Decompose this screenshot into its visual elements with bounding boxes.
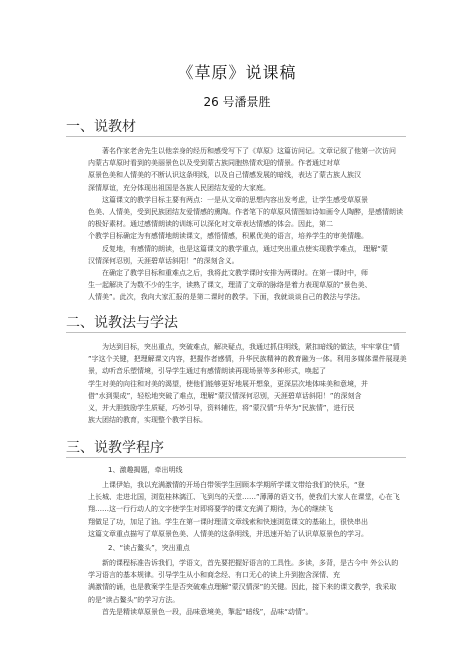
section-body-1 (88, 145, 416, 304)
paragraph-line: 个教学目标确定为有感情地朗读课文，感悟情感，积累优美的语言，培养学生的审美情趣。 (88, 232, 368, 241)
document-title: 《草原》说课稿 (177, 63, 297, 82)
paragraph-line: 的是“读占鳌头”的学习方法。 (88, 595, 180, 604)
paragraph-line: 著名作家老舍先生以他亲身的经历和感受写下了《草原》这篇访问记。文章记叙了他第一次访问 (102, 147, 396, 155)
paragraph-line: 原景色美和人情美的不断认识这条明线，以及自己情感发展的暗线，表达了蒙古族人族汉 (88, 171, 361, 180)
paragraph-line: 新的课程标准告诉我们，学语文，首先要把握好语言的工具性。多读，多背，是古今中 外公认的 (102, 559, 399, 567)
subheading-2: 2、“读占鳌头”，突出重点 (108, 544, 190, 552)
paragraph-line: 汉情深何忍别，天涯碧草话斜阳！”的深刻含义。 (88, 256, 239, 265)
paragraph-line: 学习语言的基本规律。引导学生从小和商念经、有口无心的读上升到抱含深情、充 (88, 571, 340, 580)
paragraph-line: 上课伊始，我以充满激情的开场白带领学生回顾本学期所学课文带给我们的快乐，“登 (102, 481, 365, 489)
paragraph-line: 的极好素材。通过感情朗读的训练可以深化对文章表达情感的体会。因此，第二 (88, 220, 333, 229)
paragraph-line: 这篇课文的教学目标主要有两点：一是从文章的思想内容出发考虑，让学生感受草原景 (102, 195, 368, 204)
paragraph-line: 翔做足了功，加足了油。学生在第一课时理清文章线索和快速浏览课文的基础上，很快串出 (88, 517, 368, 526)
paragraph-line: 族大团结的教育，实现整个教学目标。 (88, 416, 207, 425)
section-body-2 (88, 341, 416, 426)
paragraph-line: 景，动听音乐塑情境，引导学生通过有感情朗读再现场景等多种形式，唤起了 (88, 367, 326, 376)
paragraph-line: 人情美”。此次，我向大家汇报的是第二课时的教学。下面，我就谈谈自己的教法与学法。 (88, 293, 365, 302)
section-divider-2 (66, 332, 406, 333)
paragraph-line: ”字这个关键，把理解课文内容，把握作者感情，升华民族精神的教育融为一体。利用多媒体课件展现美 (88, 355, 407, 364)
section-body-4 (88, 557, 416, 618)
paragraph-line: 为达到目标，突出重点，突破难点，解决疑点，我通过抓住明线，紧扣暗线的做法，牢牢掌住“情 (102, 343, 400, 351)
paragraph-line: 反复地，有感情的朗读，也是这篇课文的教学重点，通过突出重点使实现教学难点， 理解“蒙 (102, 244, 388, 253)
paragraph-line: 内蒙古草原时看到的美丽景色以及受到蒙古族同胞热情欢迎的情景。作者通过对草 (88, 159, 340, 168)
paragraph-line: 色美、人情美，受到民族团结友爱情感的熏陶。作者笔下的草原风情图如诗如画令人陶醉，是感情朗读 (88, 208, 403, 217)
section-divider-3 (66, 457, 406, 458)
paragraph-line: 满激情的诵，也是教案学生是否突破难点理解“蒙汉情深”的关键。因此，接下来的课文教学，我采取 (88, 583, 397, 592)
section-heading-2: 二、说教法与学法 (66, 315, 178, 331)
paragraph-line: 学生对美的向往和对美的渴望，使他们能够更好地展开想象，更深层次地体味美和意境，并 (88, 379, 368, 388)
paragraph-line: 上长城、走进北国，浏览桂林漓江、飞到鸟的天堂……”薄薄的语文书，使我们大家人在课堂，心在飞 (88, 493, 400, 502)
author-line: 26 号潘景胜 (203, 95, 271, 109)
paragraph-line: 生一起解决了为数不少的生字，读熟了课文，理清了文章的脉络是着力表现草原的“景色美、 (88, 281, 372, 290)
paragraph-line: 义，并大胆鼓励学生质疑，巧妙引导，资料辅佐，将“蒙汉情”升华为“民族情”，进行民 (88, 404, 355, 413)
section-divider-1 (66, 136, 406, 137)
paragraph-line: 这篇文章重点描写了草原景色美、人情美的这条明线，并迅速开始了认识草原景色的学习。 (88, 529, 368, 538)
section-heading-3: 三、说教学程序 (66, 440, 164, 456)
paragraph-line: 在确定了教学目标和重难点之后，我将此文教学课时安排为两课时。在第一课时中，师 (102, 269, 368, 278)
section-heading-1: 一、说教材 (66, 119, 136, 135)
paragraph-line: 深情厚谊，充分体现出祖国是各族人民团结友爱的大家庭。 (88, 183, 270, 192)
paragraph-line: 首先是精读草原景色一段，品味意境美，掣起“暗线”，品味“动情”。 (102, 607, 313, 616)
paragraph-line: 翔……这一行行动人的文字使学生对即将要学的课文充满了期待，为心的继续飞 (88, 505, 333, 514)
section-body-3 (88, 479, 416, 540)
subheading-1: 1、激趣揭题，牵出明线 (108, 466, 183, 474)
paragraph-line: 借“水到渠成”，轻松地突破了难点，理解“蒙汉情深何忍别，天涯碧草话斜阳！”的深刻含 (88, 391, 362, 400)
